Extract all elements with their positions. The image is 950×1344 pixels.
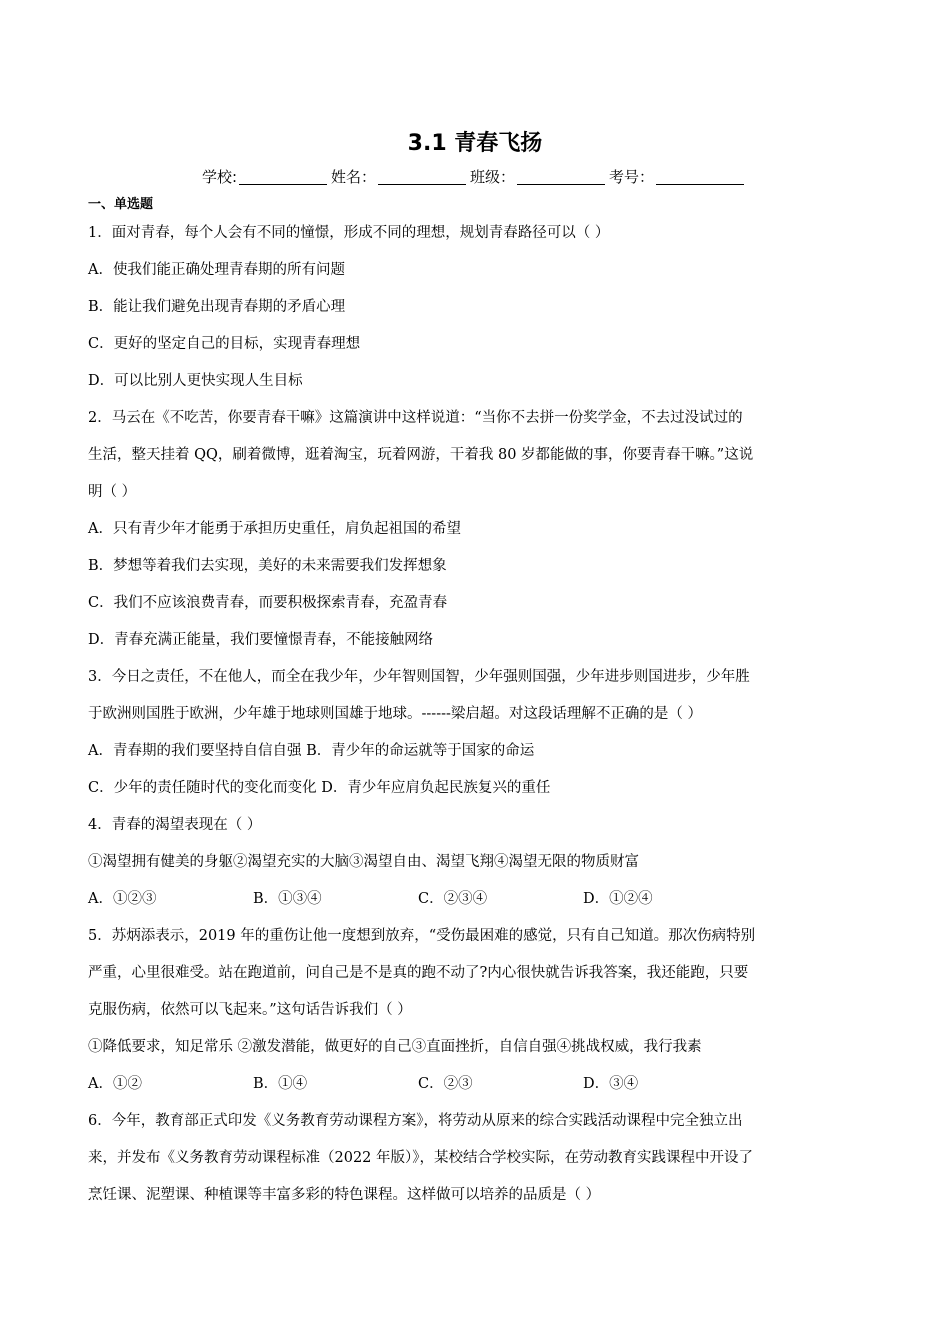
question-stem-line: 2．马云在《不吃苦，你要青春干嘛》这篇演讲中这样说道：“当你不去拼一份奖学金，不去过没试过的 [88,410,743,426]
option-b[interactable]: B．①③④ [253,891,322,907]
question-stem-line: 3．今日之责任，不在他人，而全在我少年，少年智则国智，少年强则国强，少年进步则国进步，少年胜 [88,669,750,685]
question-stem-line: 于欧洲则国胜于欧洲，少年雄于地球则国雄于地球。------梁启超。对这段话理解不正确的是（ ） [88,706,703,722]
option-d[interactable]: D．①②④ [583,891,653,907]
school-label: 学校: [201,168,237,186]
student-info-line [0,167,950,187]
question-1 [88,215,863,400]
option-a[interactable]: A．①② [88,1076,142,1092]
option-c[interactable]: C．我们不应该浪费青春，而要积极探索青春，充盈青春 [88,595,448,611]
option-a[interactable]: A．使我们能正确处理青春期的所有问题 [88,262,345,278]
question-3 [88,659,863,807]
question-stem-line: 严重，心里很难受。站在跑道前，问自己是不是真的跑不动了?内心很快就告诉我答案，我还能跑，只要 [88,965,749,981]
question-stem-line: 明（ ） [88,484,137,500]
question-stem-line: 5．苏炳添表示，2019 年的重伤让他一度想到放弃，“受伤最困难的感觉，只有自己知道。那次伤病特别 [88,928,756,944]
options-row [88,1066,863,1103]
question-stem-line: 来，并发布《义务教育劳动课程标准（2022 年版）》，某校结合学校实际，在劳动教育实践课程中开设了 [88,1150,754,1166]
option-a[interactable]: A．只有青少年才能勇于承担历史重任，肩负起祖国的希望 [88,521,461,537]
option-b[interactable]: B．梦想等着我们去实现，美好的未来需要我们发挥想象 [88,558,447,574]
option-a[interactable]: A．①②③ [88,891,157,907]
option-c[interactable]: C．②③④ [418,891,488,907]
question-stem-line: 1．面对青春，每个人会有不同的憧憬，形成不同的理想，规划青春路径可以（ ） [88,225,610,241]
question-stem-line: 生活，整天挂着 QQ，刷着微博，逛着淘宝，玩着网游，干着我 80 岁都能做的事，你要青春干嘛。”这说 [88,447,754,463]
question-6 [88,1103,863,1214]
class-blank[interactable] [517,170,605,185]
question-4 [88,807,863,918]
option-a-b-line[interactable]: A．青春期的我们要坚持自信自强 B．青少年的命运就等于国家的命运 [88,743,535,759]
name-label: 姓名： [331,168,377,186]
option-d[interactable]: D．③④ [583,1076,639,1092]
class-label: 班级： [470,168,516,186]
option-d[interactable]: D．可以比别人更快实现人生目标 [88,373,303,389]
page-title: 3.1 青春飞扬 [407,131,543,156]
option-c-d-line[interactable]: C．少年的责任随时代的变化而变化 D．青少年应肩负起民族复兴的重任 [88,780,551,796]
question-statements-line: ①降低要求，知足常乐 ②激发潜能，做更好的自己③直面挫折，自信自强④挑战权威，我行我素 [88,1039,702,1055]
name-blank[interactable] [378,170,466,185]
question-stem-line: 烹饪课、泥塑课、种植课等丰富多彩的特色课程。这样做可以培养的品质是（ ） [88,1187,601,1203]
school-blank[interactable] [239,170,327,185]
question-stem-line: 克服伤病，依然可以飞起来。”这句话告诉我们（ ） [88,1002,412,1018]
option-c[interactable]: C．更好的坚定自己的目标，实现青春理想 [88,336,361,352]
question-2 [88,400,863,659]
question-statements-line: ①渴望拥有健美的身躯②渴望充实的大脑③渴望自由、渴望飞翔④渴望无限的物质财富 [88,854,639,870]
questions-list [88,215,863,1214]
exam-number-blank[interactable] [656,170,744,185]
exam-number-label: 考号： [609,168,655,186]
question-stem-line: 6．今年，教育部正式印发《义务教育劳动课程方案》，将劳动从原来的综合实践活动课程中完全独立出 [88,1113,743,1129]
option-d[interactable]: D．青春充满正能量，我们要憧憬青春，不能接触网络 [88,632,434,648]
section-heading: 一、单选题 [88,197,154,212]
options-row [88,881,863,918]
option-c[interactable]: C．②③ [418,1076,473,1092]
option-b[interactable]: B．①④ [253,1076,308,1092]
option-b[interactable]: B．能让我们避免出现青春期的矛盾心理 [88,299,346,315]
question-stem-line: 4．青春的渴望表现在（ ） [88,817,262,833]
question-5 [88,918,863,1103]
